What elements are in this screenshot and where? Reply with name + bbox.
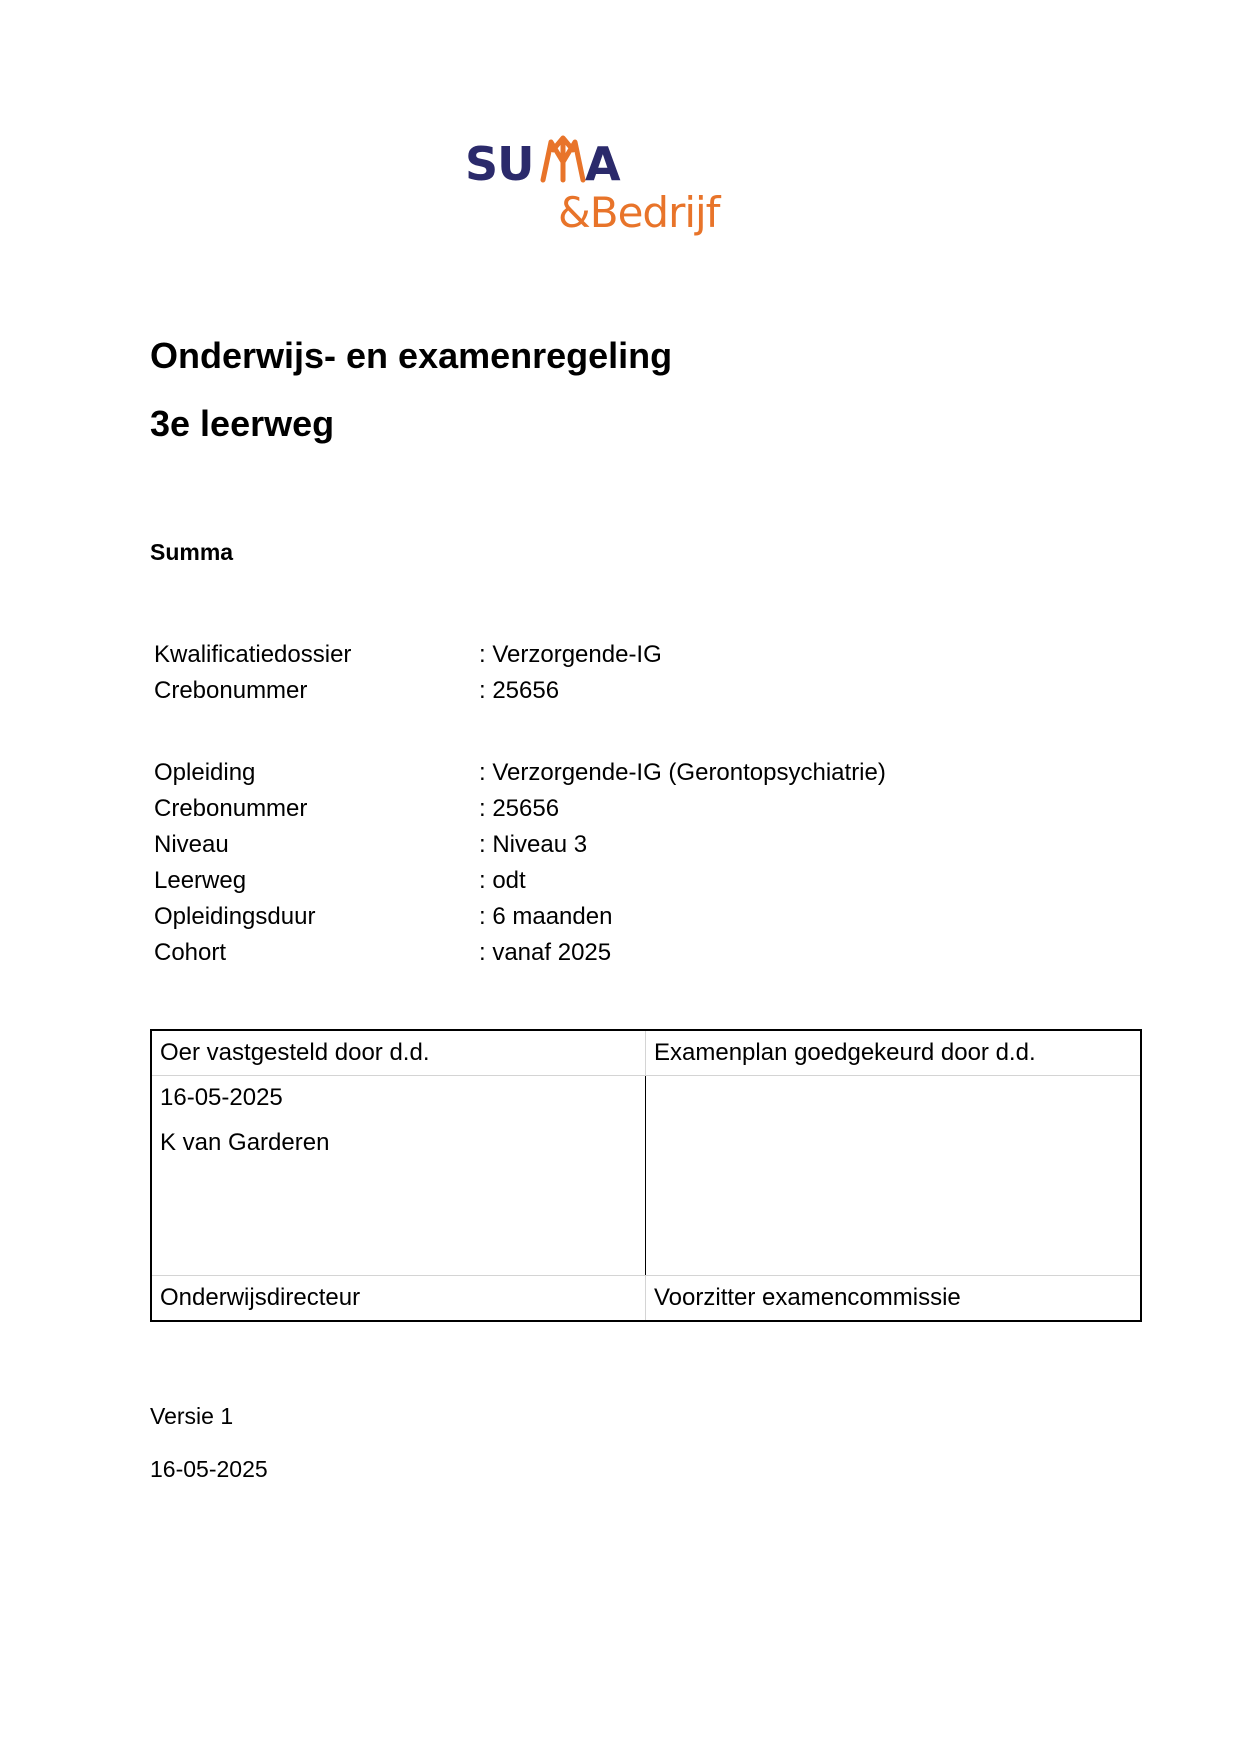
approval-left-body — [152, 1076, 646, 1275]
svg-text:A: A — [585, 137, 620, 191]
approval-table — [150, 1029, 1142, 1322]
svg-text:SU: SU — [465, 137, 534, 191]
info-label: Cohort — [154, 939, 227, 966]
info-row — [154, 791, 886, 827]
info-value: : vanaf 2025 — [479, 939, 612, 966]
approval-date: 16-05-2025 — [160, 1084, 283, 1111]
info-label: Leerweg — [154, 867, 247, 894]
version-label: Versie 1 — [150, 1403, 234, 1429]
info-value: : 25656 — [479, 677, 560, 704]
info-row — [154, 673, 662, 709]
info-label: Crebonummer — [154, 795, 308, 822]
document-title: Onderwijs- en examenregeling — [150, 335, 673, 376]
approval-right-footer: Voorzitter examencommissie — [646, 1275, 1140, 1320]
info-label: Kwalificatiedossier — [154, 641, 352, 668]
info-label: Opleiding — [154, 759, 256, 786]
document-subtitle: 3e leerweg — [150, 403, 335, 444]
approval-signer-name: K van Garderen — [160, 1129, 330, 1156]
organization-name: Summa — [150, 539, 234, 565]
info-row — [154, 755, 886, 791]
info-row — [154, 899, 886, 935]
info-value: : odt — [479, 867, 526, 894]
info-value: : Verzorgende-IG — [479, 641, 662, 668]
approval-left-header: Oer vastgesteld door d.d. — [152, 1031, 646, 1076]
info-value: : 25656 — [479, 795, 560, 822]
approval-left-footer: Onderwijsdirecteur — [152, 1275, 646, 1320]
info-row — [154, 935, 886, 971]
version-date: 16-05-2025 — [150, 1456, 268, 1482]
info-label: Niveau — [154, 831, 229, 858]
info-row — [154, 863, 886, 899]
program-info — [154, 755, 886, 971]
info-row — [154, 637, 662, 673]
info-row — [154, 827, 886, 863]
svg-text:&Bedrijf: &Bedrijf — [558, 188, 720, 237]
qualification-info — [154, 637, 662, 709]
info-value: : Niveau 3 — [479, 831, 588, 858]
approval-right-header: Examenplan goedgekeurd door d.d. — [646, 1031, 1140, 1076]
approval-right-body — [646, 1076, 1140, 1275]
info-label: Opleidingsduur — [154, 903, 316, 930]
info-value: : 6 maanden — [479, 903, 613, 930]
summa-bedrijf-logo — [465, 130, 765, 245]
info-label: Crebonummer — [154, 677, 308, 704]
info-value: : Verzorgende-IG (Gerontopsychiatrie) — [479, 759, 886, 786]
